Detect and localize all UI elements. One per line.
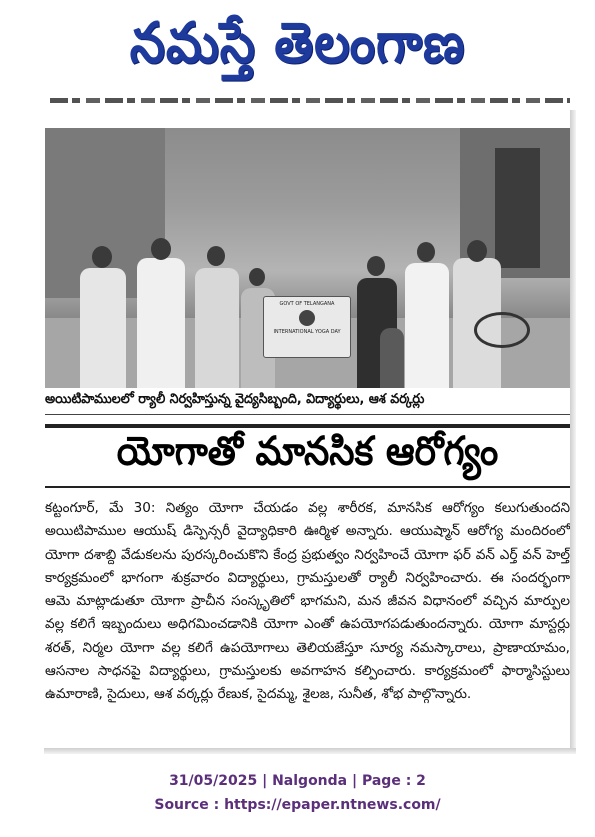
article-paragraph: కట్టంగూర్, మే 30: నిత్యం యోగా చేయడం వల్ల శారీరక, మానసిక ఆరోగ్యం కలుగుతుందని అయిటిపాముల ఆయుష్ డిస్పెన్సరీ వైద్యాధికారి ఊర్మిళ అన్నారు. ఆయుష్మాన్ ఆరోగ్య మందిరంలో యోగా దశాబ్ది వేడుకలను పురస్కరించుకొని కేంద్ర ప్రభుత్వం నిర్వహించే యోగా ఫర్ వన్ ఎర్త్ వన్ హెల్త్ కార్యక్రమంలో భాగంగా శుక్రవారం విద్యార్థులు, గ్రామస్తులతో ర్యాలీ నిర్వహించారు. ఈ సందర్భంగా ఆమె మాట్లాడుతూ యోగా ప్రాచీన సంస్కృతిలో భాగమని, మన జీవన విధానంలో వచ్చిన మార్పుల వల్ల కలిగే ఇబ్బందులు అధిగమించడానికి యోగా ఎంతో ఉపయోగపడుతుందన్నారు. యోగా మాస్టర్లు శరత్, నిర్మల యోగా వల్ల కలిగే ఉపయోగాలు తెలియజేస్తూ సూర్య నమస్కారాలు, ప్రాణాయామం, ఆసనాల సాధనపై విద్యార్థులు, గ్రామస్తులకు అవగాహన కల్పించారు. కార్యక్రమంలో ఫార్మాసిస్టులు ఉమారాణి, సైదులు, ఆశ వర్కర్లు రేణుక, సైదమ్మ, శైలజ, సునీత, శోభ పాల్గొన్నారు. [45,500,570,703]
footer-source-line: Source : https://epaper.ntnews.com/ [154,797,441,813]
headline-box [45,424,570,488]
news-photo [45,128,570,388]
yoga-day-banner: GOVT OF TELANGANA INTERNATIONAL YOGA DAY [263,296,351,358]
footer-date-line: 31/05/2025 | Nalgonda | Page : 2 [169,773,426,789]
clip-shadow-bottom [44,748,576,754]
article-headline: యోగాతో మానసిక ఆరోగ్యం [116,429,499,475]
cut-text-strip [50,94,570,106]
photo-caption: అయిటిపాములలో ర్యాలీ నిర్వహిస్తున్న వైద్యసిబ్బంది, విద్యార్థులు, ఆశ వర్కర్లు [45,386,570,415]
masthead [0,0,595,86]
clip-shadow-right [570,110,576,752]
news-clipping [30,94,570,754]
article-body [45,497,570,752]
newspaper-logo: నమస్తే తెలంగాణ [129,10,466,76]
